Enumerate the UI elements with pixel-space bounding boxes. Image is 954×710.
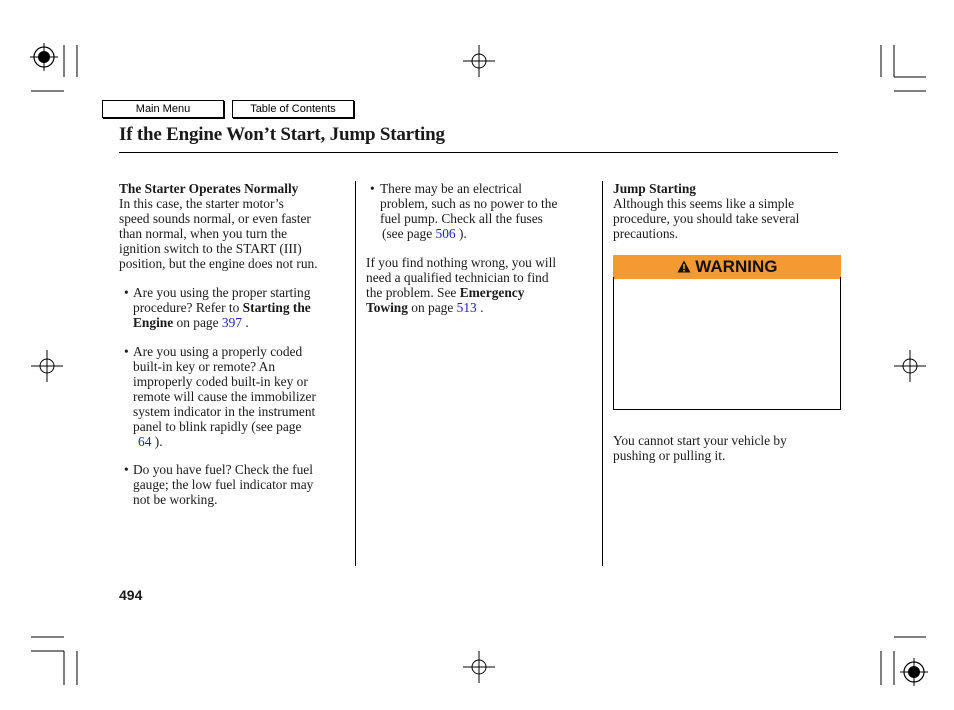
table-of-contents-button[interactable]: Table of Contents	[232, 100, 354, 118]
crosshair-bottom	[463, 651, 495, 683]
section-heading-starter-normal: The Starter Operates Normally	[119, 181, 299, 196]
bullet-marker: •	[124, 344, 129, 359]
section-heading-jump-starting: Jump Starting	[613, 181, 696, 196]
crop-target-bottom-right	[900, 658, 928, 686]
bullet-electrical-problem: There may be an electrical problem, such as no power to the fuel pump. Check all the fuses (see page 506 ).	[380, 181, 558, 241]
crosshair-left	[31, 350, 63, 382]
page-link-397[interactable]: 397	[221, 315, 242, 330]
bullet-starting-procedure: Are you using the proper starting procedure? Refer to Starting the Engine on page 397 .	[133, 285, 311, 330]
page-number: 494	[119, 587, 143, 603]
page-link-506[interactable]: 506	[435, 226, 456, 241]
bullet-marker: •	[124, 285, 129, 300]
bullet-coded-key: Are you using a properly coded built-in key or remote? An improperly coded built-in key or remote will cause the immobilizer system indicator in the instrument panel to blink rapidly (see page 64 ).	[133, 344, 316, 449]
page-title: If the Engine Won’t Start, Jump Starting	[119, 124, 445, 145]
crosshair-top	[463, 45, 495, 77]
warning-triangle-icon	[677, 260, 691, 273]
find-nothing-paragraph: If you find nothing wrong, you will need a qualified technician to find the problem. See Emergency Towing on page 513 .	[366, 255, 557, 315]
page-link-64[interactable]: 64	[138, 434, 152, 449]
main-menu-button[interactable]: Main Menu	[102, 100, 224, 118]
bullet-marker: •	[370, 181, 375, 196]
column-divider-1	[355, 181, 356, 566]
crosshair-right	[894, 350, 926, 382]
starter-normal-paragraph: In this case, the starter motor’s speed sounds normal, or even faster than normal, when you turn the ignition switch to the START (III) position, but the engine does not run.	[119, 196, 318, 271]
title-divider	[119, 152, 838, 153]
cannot-push-paragraph: You cannot start your vehicle by pushing or pulling it.	[613, 433, 787, 463]
jump-starting-paragraph: Although this seems like a simple procedure, you should take several precautions.	[613, 196, 800, 241]
warning-header	[613, 255, 841, 279]
warning-label: WARNING	[695, 257, 778, 276]
column-divider-2	[602, 181, 603, 566]
crop-target-top-left	[30, 43, 58, 71]
page-link-513[interactable]: 513	[456, 300, 477, 315]
bullet-marker: •	[124, 462, 129, 477]
warning-box	[613, 277, 841, 410]
bullet-fuel: Do you have fuel? Check the fuel gauge; the low fuel indicator may not be working.	[133, 462, 314, 507]
